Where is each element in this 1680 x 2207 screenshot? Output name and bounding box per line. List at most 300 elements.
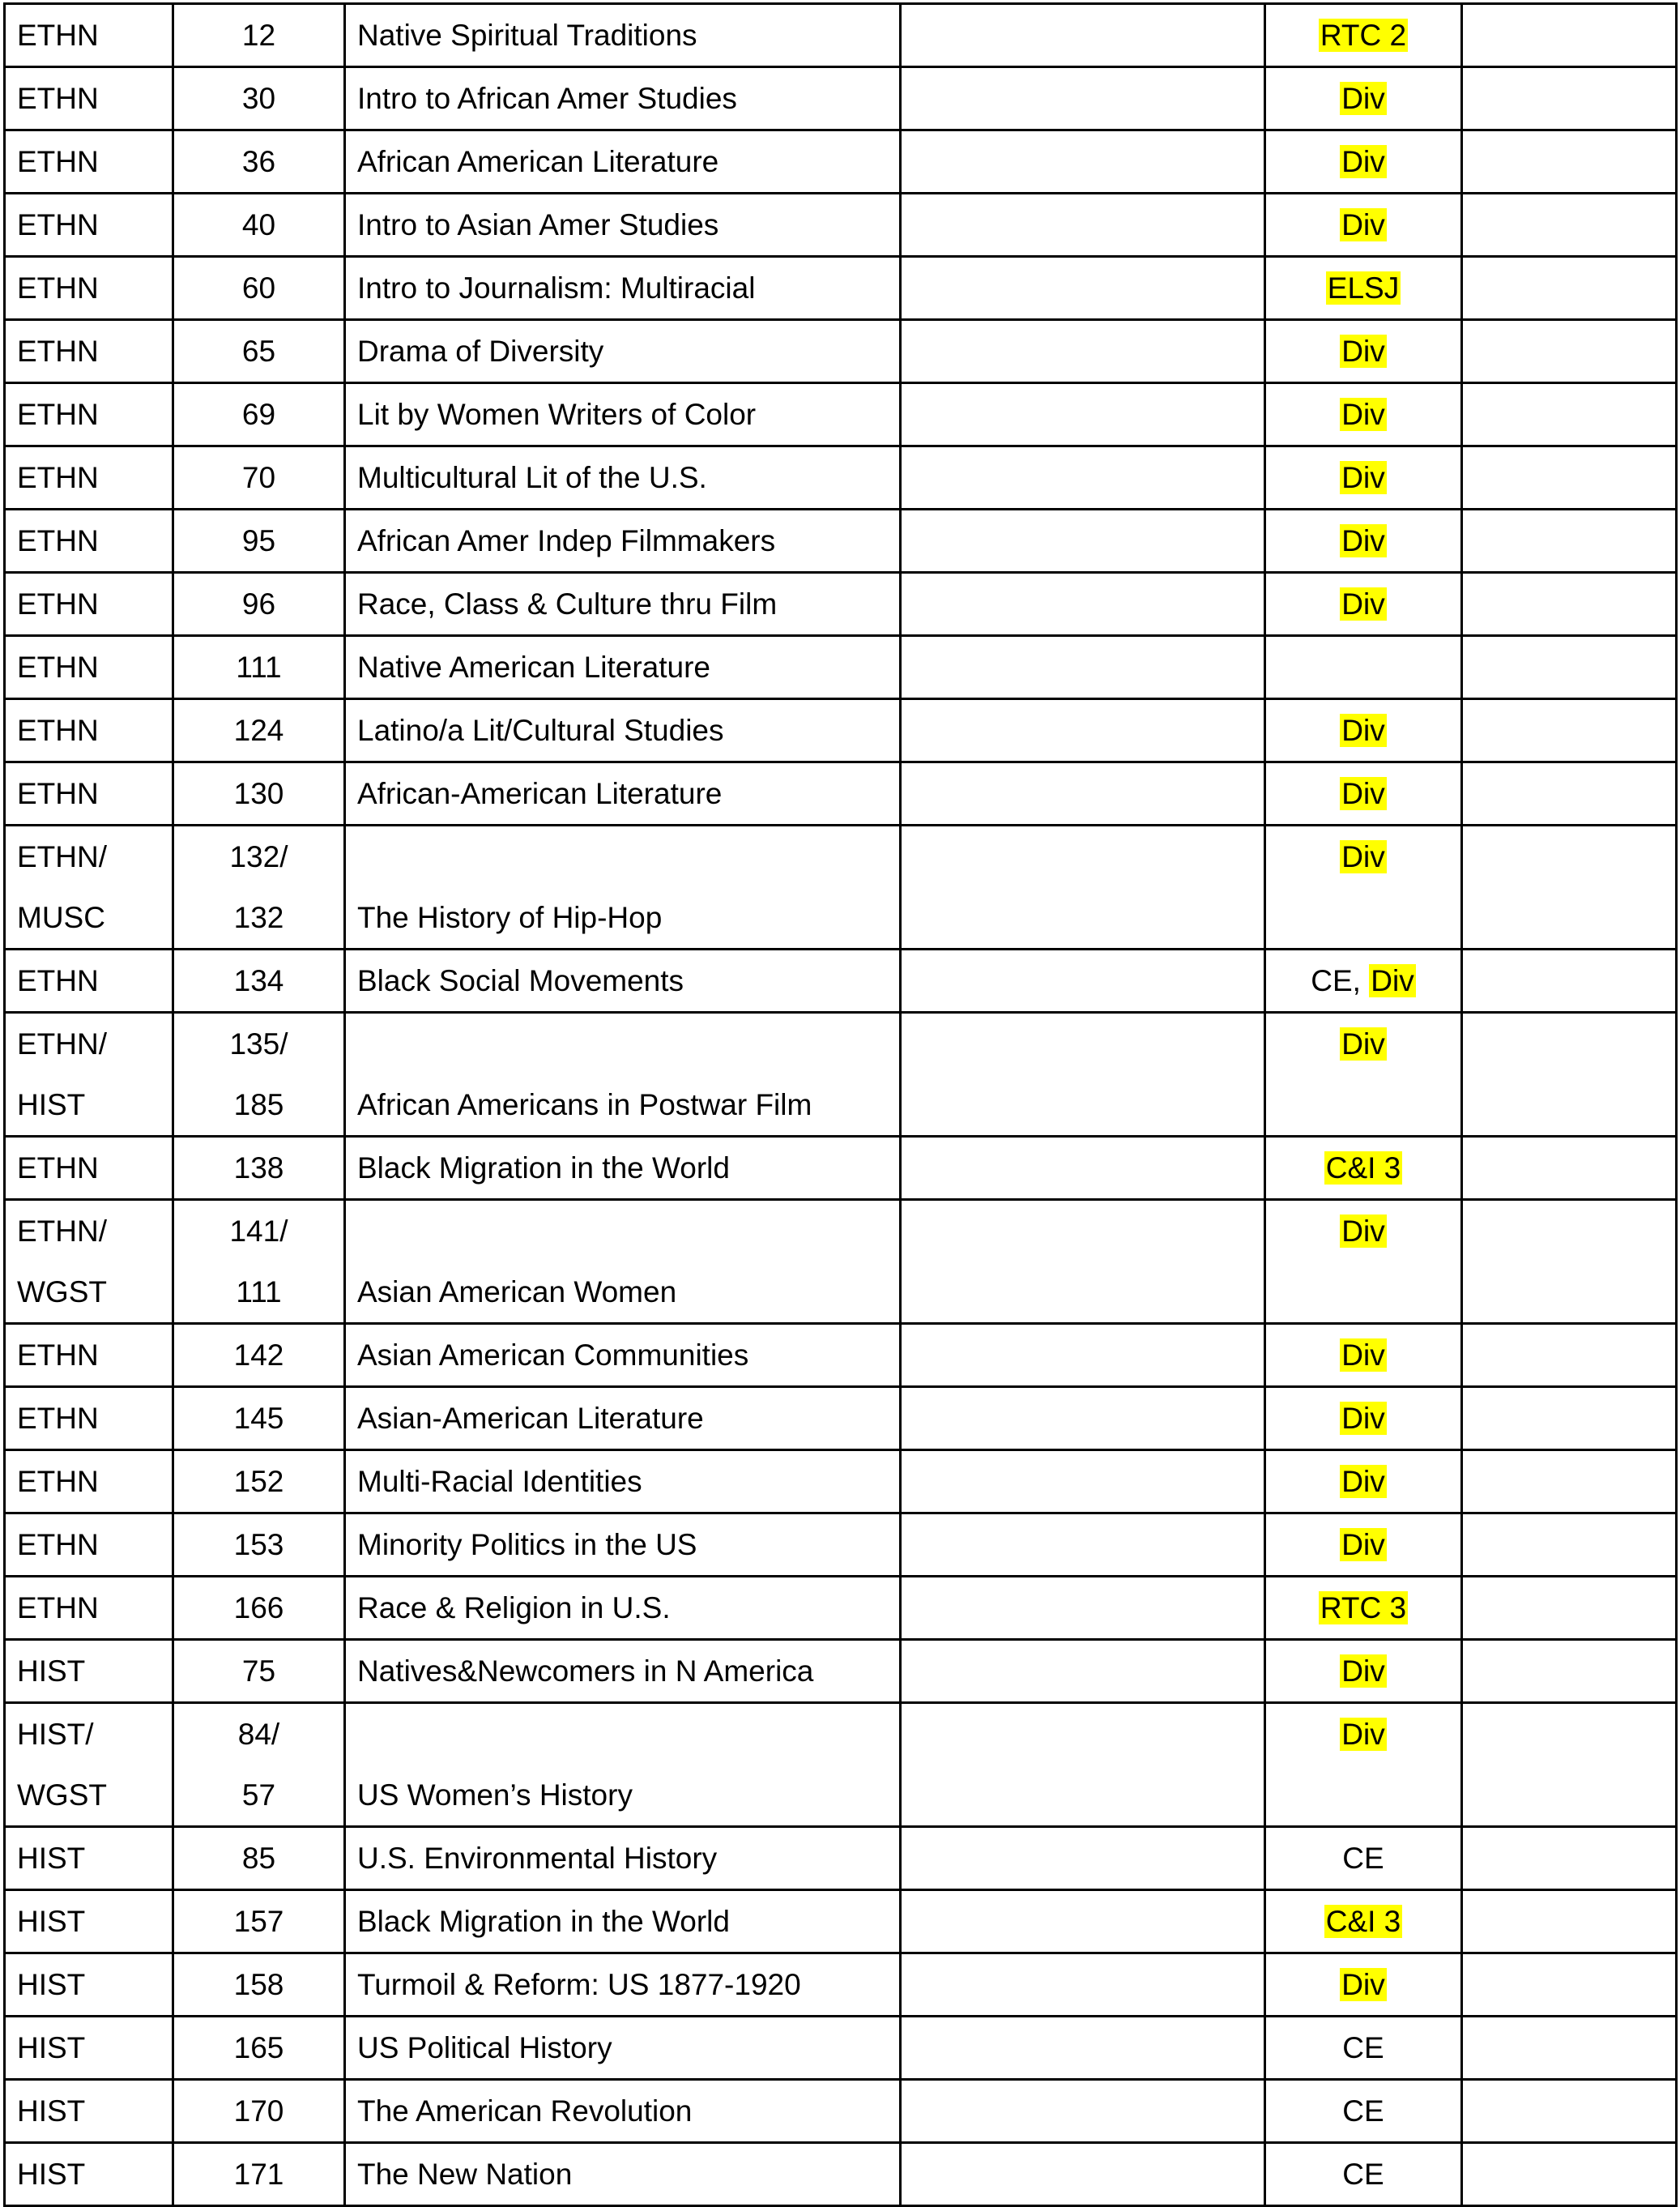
cell-trailing-column <box>1462 2017 1677 2080</box>
cell-trailing-column <box>1462 1703 1677 1827</box>
cell-cat <box>1266 1514 1460 1575</box>
cell-trailing-column <box>1462 1577 1677 1640</box>
cell-core-requirement <box>1265 1513 1462 1577</box>
cell-last <box>1463 1388 1675 1449</box>
cell-dept-line: ETHN <box>17 19 99 52</box>
cell-cat <box>1266 510 1460 571</box>
category-code: Div <box>1341 1465 1385 1498</box>
cell-extra-line <box>902 1765 1264 1825</box>
cell-trailing-column <box>1462 573 1677 636</box>
cell-extra <box>902 826 1264 948</box>
cell-title <box>346 5 899 66</box>
cell-cat <box>1266 763 1460 824</box>
cell-last-line <box>1463 1261 1675 1322</box>
cell-department <box>5 762 173 826</box>
cell-extra <box>902 1954 1264 2015</box>
cell-title <box>346 1891 899 1952</box>
cell-core-requirement <box>1265 762 1462 826</box>
cell-title-line <box>346 1201 899 1261</box>
cell-title-line: The New Nation <box>357 2158 573 2191</box>
cell-cat <box>1266 2081 1460 2141</box>
cell-title-line <box>346 826 899 887</box>
cell-core-requirement <box>1265 1013 1462 1137</box>
cell-course-number <box>173 1890 345 1953</box>
cell-extra-line <box>902 258 1264 318</box>
cell-last <box>1463 1641 1675 1701</box>
cell-cat-line <box>1266 1074 1460 1135</box>
cell-extra-line <box>902 68 1264 129</box>
cell-title-line: The History of Hip-Hop <box>357 901 663 934</box>
cell-num <box>174 1704 343 1825</box>
cell-num <box>174 574 343 634</box>
cell-title <box>346 1954 899 2015</box>
cell-empty-column <box>901 510 1265 573</box>
cell-extra <box>902 194 1264 255</box>
table-row <box>5 1703 1677 1827</box>
course-listing-table <box>3 2 1678 2207</box>
cell-extra-line <box>902 447 1264 508</box>
cell-num <box>174 1014 343 1135</box>
cell-title-line: Intro to Asian Amer Studies <box>357 208 719 241</box>
cell-course-title <box>345 950 901 1013</box>
cell-core-requirement <box>1265 1953 1462 2017</box>
cell-title-line: Minority Politics in the US <box>357 1528 697 1561</box>
cell-extra-line <box>902 887 1264 948</box>
cell-last <box>1463 1138 1675 1198</box>
cell-title <box>346 510 899 571</box>
cell-num <box>174 826 343 948</box>
cell-last <box>1463 1704 1675 1825</box>
cell-extra-line <box>902 700 1264 761</box>
cell-dept <box>6 1891 172 1952</box>
table-row <box>5 1577 1677 1640</box>
cell-last <box>1463 1891 1675 1952</box>
cell-num <box>174 1388 343 1449</box>
cell-cat-line <box>1266 1201 1460 1261</box>
cell-cat <box>1266 1325 1460 1385</box>
cell-course-number <box>173 1577 345 1640</box>
cell-extra-line <box>902 574 1264 634</box>
cell-cat-line <box>1266 826 1460 887</box>
table-row <box>5 67 1677 130</box>
cell-extra <box>902 1704 1264 1825</box>
cell-course-number <box>173 2017 345 2080</box>
cell-course-title <box>345 1324 901 1387</box>
cell-dept-line: ETHN <box>17 271 99 305</box>
cell-course-title <box>345 1013 901 1137</box>
cell-extra <box>902 1828 1264 1889</box>
cell-extra <box>902 5 1264 66</box>
cell-title <box>346 1201 899 1322</box>
cell-title <box>346 1325 899 1385</box>
cell-dept-line: WGST <box>17 1275 107 1308</box>
cell-num-line: 142 <box>233 1338 284 1372</box>
cell-num-line: 69 <box>241 398 276 431</box>
cell-dept-line: ETHN <box>17 1528 99 1561</box>
cell-cat <box>1266 1577 1460 1638</box>
cell-extra <box>902 1138 1264 1198</box>
cell-last-line <box>1463 950 1675 1011</box>
cell-cat-line <box>1266 1891 1460 1952</box>
cell-course-number <box>173 1513 345 1577</box>
cell-department <box>5 194 173 257</box>
cell-last <box>1463 2081 1675 2141</box>
cell-num-line: 138 <box>233 1151 284 1185</box>
cell-cat-line <box>1266 2017 1460 2078</box>
cell-extra <box>902 2144 1264 2205</box>
cell-trailing-column <box>1462 1513 1677 1577</box>
cell-extra-line <box>902 194 1264 255</box>
cell-course-title <box>345 762 901 826</box>
cell-trailing-column <box>1462 699 1677 762</box>
cell-dept-line: ETHN <box>17 524 99 557</box>
cell-cat <box>1266 1388 1460 1449</box>
table-row <box>5 1640 1677 1703</box>
cell-title <box>346 950 899 1011</box>
cell-cat <box>1266 131 1460 192</box>
cell-trailing-column <box>1462 1324 1677 1387</box>
cell-title-line: Asian-American Literature <box>357 1402 704 1435</box>
cell-title <box>346 2144 899 2205</box>
cell-num-line: 157 <box>233 1905 284 1938</box>
cell-cat-line <box>1266 574 1460 634</box>
cell-title <box>346 194 899 255</box>
cell-course-number <box>173 2080 345 2143</box>
cell-trailing-column <box>1462 1200 1677 1324</box>
cell-dept-line: HIST <box>17 2031 86 2064</box>
cell-extra <box>902 1451 1264 1512</box>
cell-dept <box>6 2081 172 2141</box>
cell-trailing-column <box>1462 1137 1677 1200</box>
cell-dept <box>6 1514 172 1575</box>
cell-course-number <box>173 1827 345 1890</box>
cell-extra-line <box>902 763 1264 824</box>
cell-dept <box>6 1138 172 1198</box>
cell-department <box>5 510 173 573</box>
cell-department <box>5 1137 173 1200</box>
cell-dept-line: ETHN <box>17 587 99 621</box>
cell-dept-line: ETHN <box>17 777 99 810</box>
cell-trailing-column <box>1462 320 1677 383</box>
cell-empty-column <box>901 1200 1265 1324</box>
cell-last-line <box>1463 1451 1675 1512</box>
table-row <box>5 950 1677 1013</box>
cell-department <box>5 1703 173 1827</box>
cell-title <box>346 68 899 129</box>
table-row <box>5 1953 1677 2017</box>
cell-cat-line <box>1266 637 1460 698</box>
cell-course-number <box>173 257 345 320</box>
cell-department <box>5 1324 173 1387</box>
cell-trailing-column <box>1462 762 1677 826</box>
cell-title <box>346 131 899 192</box>
cell-dept <box>6 700 172 761</box>
table-row <box>5 573 1677 636</box>
cell-extra-line <box>902 5 1264 66</box>
cell-num <box>174 258 343 318</box>
cell-dept-line: ETHN/ <box>17 1214 107 1248</box>
cell-extra-line <box>902 1577 1264 1638</box>
cell-extra-line <box>902 950 1264 1011</box>
cell-extra-line <box>902 1451 1264 1512</box>
cell-last <box>1463 1451 1675 1512</box>
cell-last-line <box>1463 700 1675 761</box>
table-row <box>5 2143 1677 2206</box>
cell-title <box>346 763 899 824</box>
cell-cat <box>1266 5 1460 66</box>
cell-department <box>5 1387 173 1450</box>
table-row <box>5 257 1677 320</box>
cell-dept <box>6 637 172 698</box>
category-code: CE <box>1342 1842 1384 1875</box>
cell-last-line <box>1463 1138 1675 1198</box>
cell-last-line <box>1463 2144 1675 2205</box>
cell-course-title <box>345 383 901 446</box>
cell-extra-line <box>902 2144 1264 2205</box>
cell-extra <box>902 1577 1264 1638</box>
cell-extra <box>902 1014 1264 1135</box>
cell-extra-line <box>902 1828 1264 1889</box>
cell-num-line: 40 <box>241 208 276 241</box>
cell-extra-line <box>902 1201 1264 1261</box>
cell-cat-line <box>1266 1261 1460 1322</box>
cell-dept-line: HIST/ <box>17 1718 94 1751</box>
cell-trailing-column <box>1462 826 1677 950</box>
cell-dept-line: ETHN <box>17 145 99 178</box>
cell-extra-line <box>902 1514 1264 1575</box>
cell-extra-line <box>902 1014 1264 1074</box>
cell-title <box>346 1828 899 1889</box>
cell-num-line: 170 <box>233 2094 284 2128</box>
cell-cat-line <box>1266 887 1460 948</box>
cell-title <box>346 1704 899 1825</box>
cell-core-requirement <box>1265 2017 1462 2080</box>
cell-extra <box>902 1891 1264 1952</box>
cell-course-title <box>345 1577 901 1640</box>
cell-course-title <box>345 1513 901 1577</box>
cell-empty-column <box>901 573 1265 636</box>
cell-extra-line <box>902 1388 1264 1449</box>
cell-core-requirement <box>1265 320 1462 383</box>
cell-cat-line <box>1266 5 1460 66</box>
cell-dept <box>6 447 172 508</box>
cell-dept <box>6 1451 172 1512</box>
category-code: Div <box>1341 335 1385 368</box>
cell-dept <box>6 1954 172 2015</box>
cell-title <box>346 2081 899 2141</box>
cell-title-line <box>346 1014 899 1074</box>
cell-extra-line <box>902 384 1264 445</box>
cell-num <box>174 2144 343 2205</box>
cell-dept <box>6 321 172 382</box>
cell-last <box>1463 258 1675 318</box>
cell-core-requirement <box>1265 510 1462 573</box>
cell-num-line: 111 <box>236 651 282 684</box>
cell-extra-line <box>902 1954 1264 2015</box>
cell-cat-line <box>1266 2144 1460 2205</box>
cell-core-requirement <box>1265 257 1462 320</box>
cell-dept-line: ETHN <box>17 1402 99 1435</box>
cell-title <box>346 700 899 761</box>
cell-course-title <box>345 1200 901 1324</box>
cell-title-line: U.S. Environmental History <box>357 1842 718 1875</box>
cell-department <box>5 320 173 383</box>
cell-cat-line <box>1266 510 1460 571</box>
cell-last-line <box>1463 1325 1675 1385</box>
cell-course-title <box>345 2080 901 2143</box>
cell-last <box>1463 1014 1675 1135</box>
cell-department <box>5 130 173 194</box>
cell-dept <box>6 950 172 1011</box>
category-code: CE <box>1342 2094 1384 2128</box>
cell-title <box>346 384 899 445</box>
table-row <box>5 1450 1677 1513</box>
cell-extra-line <box>902 1261 1264 1322</box>
cell-extra-line <box>902 1704 1264 1765</box>
cell-cat-line <box>1266 700 1460 761</box>
cell-department <box>5 1013 173 1137</box>
cell-title-line: Lit by Women Writers of Color <box>357 398 757 431</box>
cell-num-line: 70 <box>241 461 276 494</box>
cell-department <box>5 2017 173 2080</box>
cell-course-title <box>345 1890 901 1953</box>
cell-last-line <box>1463 1577 1675 1638</box>
cell-trailing-column <box>1462 1450 1677 1513</box>
cell-last-line <box>1463 1014 1675 1074</box>
cell-num <box>174 950 343 1011</box>
cell-extra <box>902 2017 1264 2078</box>
cell-cat <box>1266 258 1460 318</box>
cell-title <box>346 1514 899 1575</box>
cell-extra-line <box>902 1641 1264 1701</box>
category-code: Div <box>1341 714 1385 747</box>
cell-title <box>346 1451 899 1512</box>
cell-cat-line <box>1266 950 1460 1011</box>
cell-num-line: 85 <box>241 1842 276 1875</box>
category-code: Div <box>1371 964 1414 997</box>
cell-trailing-column <box>1462 130 1677 194</box>
cell-core-requirement <box>1265 383 1462 446</box>
cell-empty-column <box>901 1640 1265 1703</box>
cell-extra <box>902 384 1264 445</box>
cell-core-requirement <box>1265 1577 1462 1640</box>
cell-empty-column <box>901 383 1265 446</box>
cell-num-line: 30 <box>241 82 276 115</box>
cell-cat <box>1266 1014 1460 1135</box>
cell-dept-line: HIST <box>17 1842 86 1875</box>
cell-course-title <box>345 1450 901 1513</box>
cell-num-line: 145 <box>233 1402 284 1435</box>
cell-core-requirement <box>1265 636 1462 699</box>
cell-extra-line <box>902 321 1264 382</box>
table-row <box>5 194 1677 257</box>
cell-dept <box>6 1388 172 1449</box>
cell-title <box>346 574 899 634</box>
cell-title-line: Race, Class & Culture thru Film <box>357 587 778 621</box>
cell-dept <box>6 1201 172 1322</box>
cell-dept-line: ETHN <box>17 651 99 684</box>
cell-department <box>5 1640 173 1703</box>
cell-num <box>174 68 343 129</box>
cell-num <box>174 700 343 761</box>
cell-empty-column <box>901 67 1265 130</box>
category-code: RTC 2 <box>1320 19 1407 52</box>
cell-num <box>174 1828 343 1889</box>
cell-num-line: 84/ <box>237 1718 280 1751</box>
cell-core-requirement <box>1265 4 1462 67</box>
table-row <box>5 699 1677 762</box>
cell-trailing-column <box>1462 510 1677 573</box>
cell-empty-column <box>901 826 1265 950</box>
cell-extra <box>902 68 1264 129</box>
cell-core-requirement <box>1265 446 1462 510</box>
cell-department <box>5 2080 173 2143</box>
cell-empty-column <box>901 1890 1265 1953</box>
cell-extra <box>902 637 1264 698</box>
cell-empty-column <box>901 1703 1265 1827</box>
cell-department <box>5 573 173 636</box>
cell-last-line <box>1463 574 1675 634</box>
cell-title <box>346 637 899 698</box>
cell-course-number <box>173 1450 345 1513</box>
category-code: Div <box>1341 398 1385 431</box>
cell-cat <box>1266 68 1460 129</box>
cell-title-line: African American Literature <box>357 145 719 178</box>
cell-dept <box>6 384 172 445</box>
cell-dept-line: ETHN <box>17 1151 99 1185</box>
cell-empty-column <box>901 2017 1265 2080</box>
cell-course-title <box>345 320 901 383</box>
cell-cat <box>1266 2017 1460 2078</box>
cell-last-line <box>1463 1828 1675 1889</box>
cell-last-line <box>1463 1514 1675 1575</box>
cell-title-line: Natives&Newcomers in N America <box>357 1654 814 1688</box>
cell-last <box>1463 447 1675 508</box>
cell-empty-column <box>901 2143 1265 2206</box>
cell-department <box>5 1890 173 1953</box>
cell-cat <box>1266 1138 1460 1198</box>
cell-last-line <box>1463 763 1675 824</box>
category-code: Div <box>1341 1402 1385 1435</box>
cell-last-line <box>1463 1891 1675 1952</box>
cell-title-line: Black Social Movements <box>357 964 684 997</box>
cell-department <box>5 67 173 130</box>
cell-empty-column <box>901 1013 1265 1137</box>
cell-core-requirement <box>1265 950 1462 1013</box>
cell-title-line: The American Revolution <box>357 2094 693 2128</box>
category-code: C&I 3 <box>1325 1905 1401 1938</box>
cell-cat-line <box>1266 321 1460 382</box>
cell-dept-line: ETHN <box>17 335 99 368</box>
cell-num <box>174 637 343 698</box>
category-code: Div <box>1341 82 1385 115</box>
cell-extra <box>902 447 1264 508</box>
cell-last <box>1463 68 1675 129</box>
cell-extra <box>902 510 1264 571</box>
cell-title-line: Native Spiritual Traditions <box>357 19 697 52</box>
cell-extra <box>902 763 1264 824</box>
cell-trailing-column <box>1462 1640 1677 1703</box>
cell-num-line: 158 <box>233 1968 284 2001</box>
cell-last <box>1463 321 1675 382</box>
cell-num-line: 166 <box>233 1591 284 1624</box>
cell-core-requirement <box>1265 1890 1462 1953</box>
cell-dept-line: ETHN <box>17 398 99 431</box>
cell-cat <box>1266 700 1460 761</box>
cell-last <box>1463 5 1675 66</box>
cell-extra-line <box>902 826 1264 887</box>
cell-last-line <box>1463 1641 1675 1701</box>
